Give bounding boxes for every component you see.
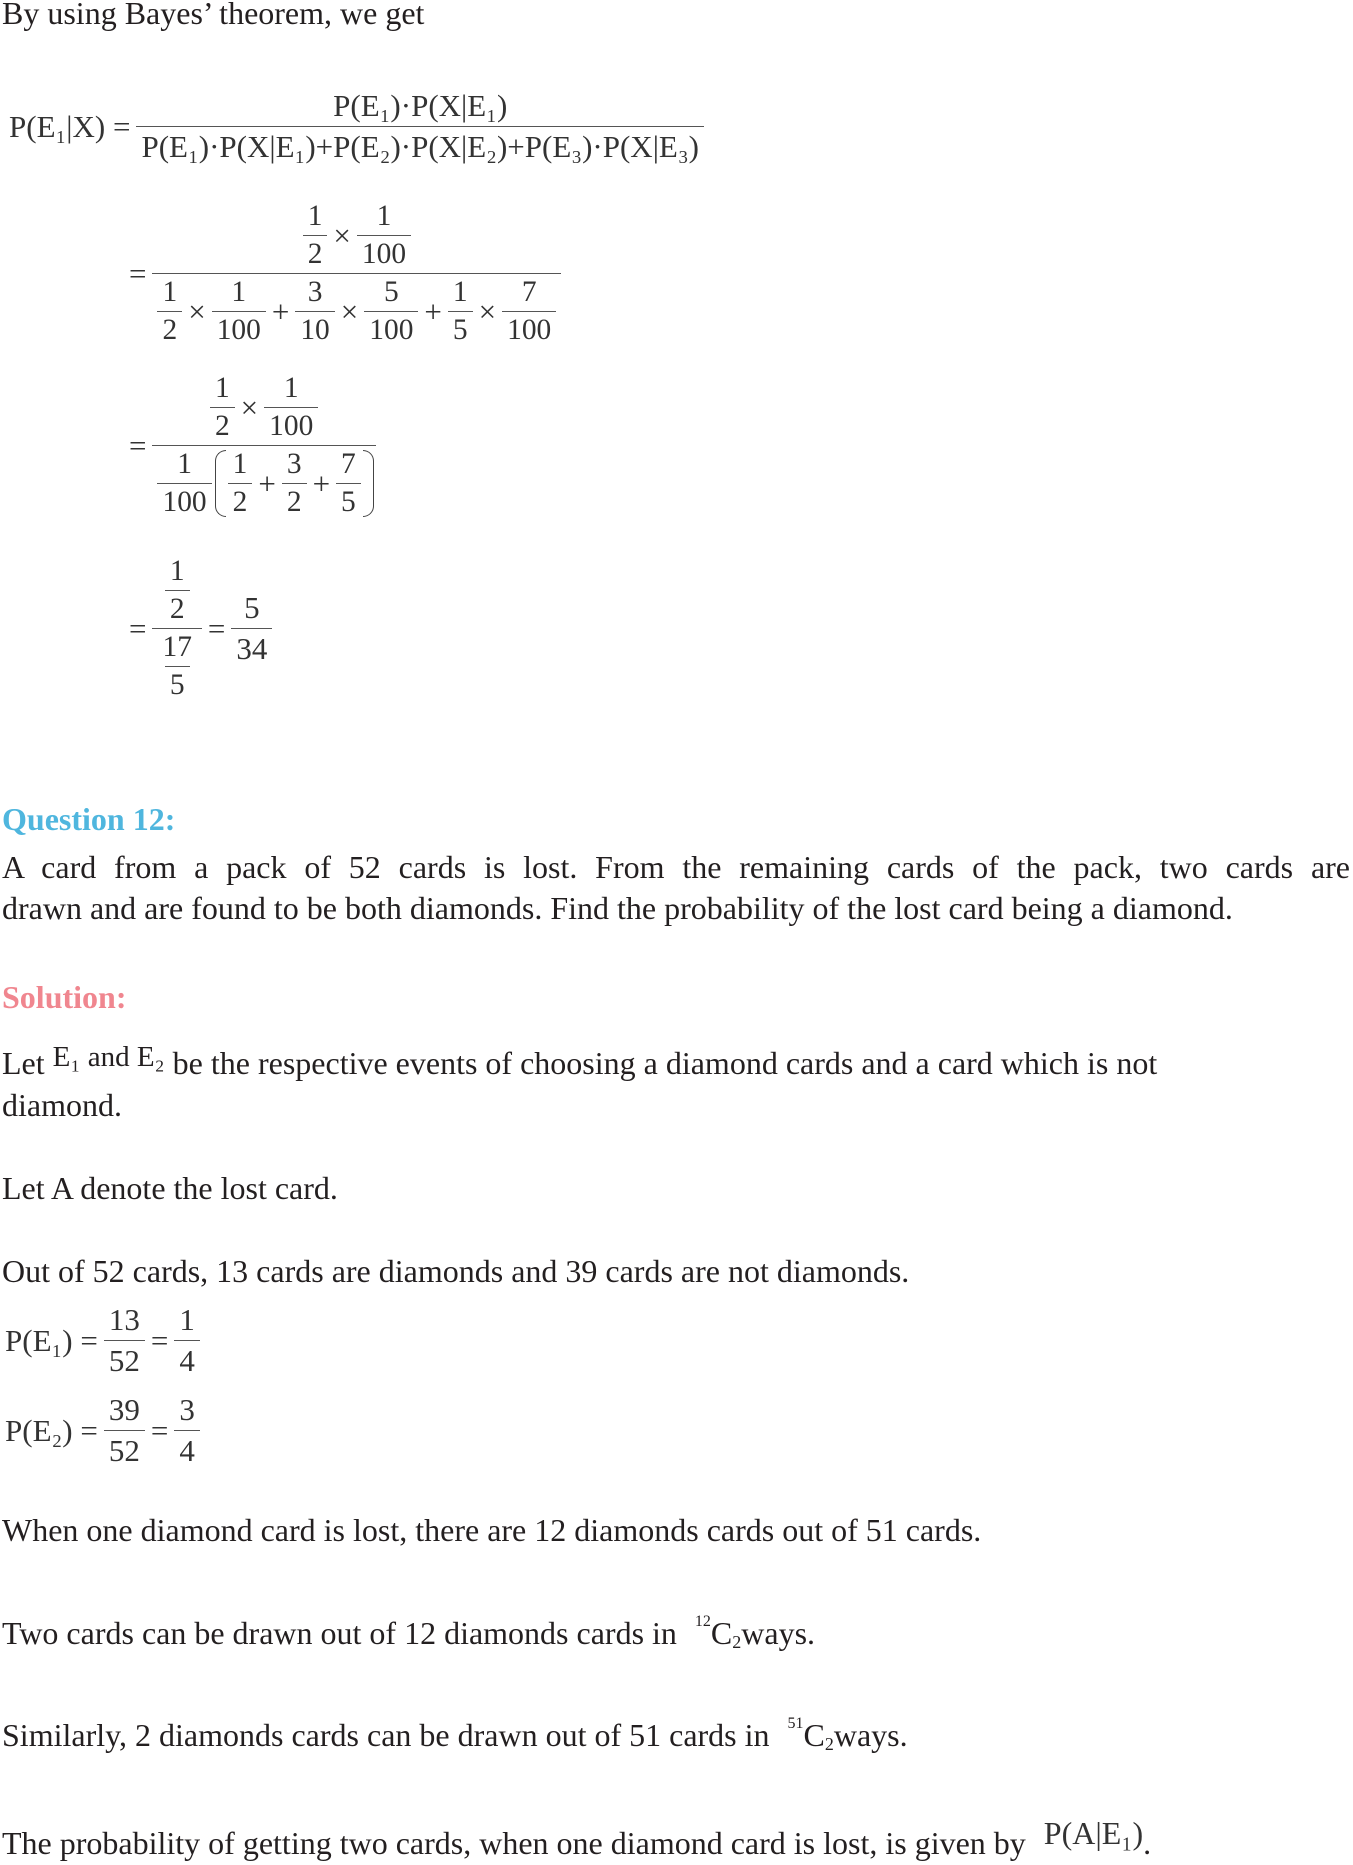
denominator [364,311,418,347]
math-token: + [271,293,290,329]
numerator [303,276,328,311]
numerator [226,276,251,311]
math-token: 2 [169,593,185,625]
combination-subscript: 2 [824,1734,834,1754]
math-token: 13 [108,1302,140,1337]
denominator [282,483,307,519]
fraction [210,372,235,443]
fraction [104,1302,145,1379]
fraction [157,448,211,519]
denominator [136,126,704,165]
fraction [364,276,418,347]
fraction [165,555,190,626]
denominator [152,628,201,702]
math-token: 2 [214,410,230,442]
fraction [264,372,318,443]
let-a-line: Let A denote the lost card. [2,1170,338,1206]
denominator [336,483,361,519]
equation-step-2 [126,372,379,519]
denominator [165,666,190,702]
math-token: = [129,255,147,291]
numerator [379,276,404,311]
out-of-line: Out of 52 cards, 13 cards are diamonds and 39 cards are not diamonds. [2,1253,910,1289]
math-token: 1 [283,372,299,404]
fraction [448,276,473,347]
numerator [279,372,304,407]
math-token: 1 [162,276,178,308]
math-token: × [333,217,351,253]
denominator [212,311,266,347]
math-token: P(E₂) = [5,1412,98,1448]
numerator [282,448,307,483]
math-token: 3 [286,448,302,480]
math-token: × [340,293,359,329]
probability-line [2,1815,1152,1862]
math-token: = [207,610,226,646]
equation-pe2 [2,1392,203,1469]
denominator [502,311,556,347]
denominator [152,445,375,519]
question-line-1: A card from a pack of 52 cards is lost. From the remaining cards of the pack, two cards are [2,849,1350,885]
two-cards-text: Two cards can be drawn out of 12 diamonds cards in [2,1615,677,1651]
math-token: + [258,465,276,501]
fraction [157,631,196,702]
numerator [157,631,196,666]
math-token: 3 [179,1392,195,1427]
math-token: 1 [169,555,185,587]
fraction [303,200,328,271]
denominator [295,311,334,347]
equation-step-1 [126,200,564,347]
math-token: 100 [162,486,207,518]
combination-symbol: C [710,1615,733,1651]
math-token: = [150,1322,169,1358]
let-prefix: Let [2,1045,45,1081]
numerator [174,1392,200,1430]
math-token: 7 [341,448,356,480]
math-token: P(E₁)·P(X|E₁) [333,88,508,123]
math-token: 7 [521,276,537,308]
math-token: 100 [361,238,407,270]
when-lost-line: When one diamond card is lost, there are 12 diamonds cards out of 51 cards. [2,1512,982,1548]
math-token: 1 [177,448,192,480]
math-token: 100 [269,410,314,442]
math-token: × [188,293,206,329]
probability-expression: P(A|E₁) [1043,1815,1144,1851]
denominator [165,590,190,626]
math-token: 10 [300,314,330,346]
fraction [231,590,272,667]
math-token: P(E₁|X) = [9,108,131,144]
fraction [157,276,182,347]
fraction [136,88,704,165]
fraction [228,448,253,519]
fraction [502,276,556,347]
numerator [239,590,265,628]
combination-symbol: C [803,1717,825,1753]
parenthesized-group [215,448,374,519]
math-token: = [129,610,147,646]
probability-end: . [1143,1825,1152,1861]
numerator [205,372,323,445]
two-cards-after: ways. [741,1615,816,1651]
fraction [336,448,361,519]
denominator [157,483,211,519]
fraction [152,555,201,702]
fraction [295,276,334,347]
denominator [104,1430,145,1469]
two-cards-line [2,1612,815,1654]
math-token: 5 [169,669,185,701]
math-token: 1 [232,448,248,480]
combination-superscript: 12 [694,1613,711,1630]
numerator [372,200,397,235]
math-token: × [478,293,497,329]
math-token: 1 [376,200,392,232]
numerator [328,88,512,126]
math-token: 1 [179,1302,195,1337]
math-token: 1 [452,276,468,308]
math-token: = [150,1412,169,1448]
denominator [174,1430,200,1469]
equation-pe1 [2,1302,203,1379]
numerator [298,200,416,273]
events-symbols: E₁ and E₂ [52,1041,165,1073]
math-token: 52 [108,1343,140,1378]
math-token: 1 [307,200,323,232]
similarly-after: ways. [833,1717,908,1753]
math-token: 2 [162,314,178,346]
numerator [228,448,253,483]
numerator [517,276,542,311]
denominator [264,407,318,443]
solution-heading: Solution: [2,979,127,1015]
denominator [231,628,272,667]
numerator [174,1302,200,1340]
fraction [357,200,411,271]
math-token: 2 [307,238,323,270]
math-token: 1 [231,276,247,308]
denominator [448,311,473,347]
math-token: 5 [341,486,356,518]
math-token: × [240,389,259,425]
intro-text: By using Bayes’ theorem, we get [2,0,425,31]
question-heading: Question 12: [2,801,176,837]
math-token: + [424,293,442,329]
equation-step-3 [126,555,275,702]
fraction [174,1392,200,1469]
math-token: 17 [162,631,192,663]
fraction [212,276,266,347]
math-token: P(E₁) = [5,1322,98,1358]
combination-subscript: 2 [732,1632,742,1652]
math-token: 5 [244,590,260,625]
numerator [104,1392,145,1430]
combination-superscript: 51 [787,1715,804,1732]
denominator [174,1340,200,1379]
math-token: 2 [286,486,302,518]
math-token: 3 [307,276,323,308]
numerator [303,200,328,235]
probability-text: The probability of getting two cards, when one diamond card is lost, is given by [2,1825,1026,1861]
numerator [157,276,182,311]
math-token: 5 [452,314,468,346]
let-rest: be the respective events of choosing a diamond cards and a card which is not [172,1045,1158,1081]
math-token: P(E₁)·P(X|E₁)+P(E₂)·P(X|E₂)+P(E₃)·P(X|E₃) [141,129,699,164]
math-token: 52 [108,1433,140,1468]
fraction [174,1302,200,1379]
math-token: 34 [236,631,268,666]
fraction [282,448,307,519]
numerator [160,555,195,628]
numerator [165,555,190,590]
math-token: 1 [214,372,230,404]
denominator [157,311,182,347]
math-token: 2 [232,486,248,518]
fraction [152,200,561,347]
numerator [336,448,361,483]
let-events-line-2: diamond. [2,1087,122,1123]
similarly-line [2,1714,908,1756]
fraction [152,372,375,519]
denominator [228,483,253,519]
math-token: 100 [216,314,261,346]
fraction [104,1392,145,1469]
equation-bayes [6,88,707,165]
denominator [303,235,328,271]
denominator [104,1340,145,1379]
math-token: 4 [179,1433,195,1468]
denominator [357,235,411,271]
denominator [210,407,235,443]
question-line-2: drawn and are found to be both diamonds. Find the probability of the lost card being a diamond. [2,890,1233,926]
numerator [210,372,235,407]
numerator [448,276,473,311]
math-token: 100 [507,314,552,346]
similarly-text: Similarly, 2 diamonds cards can be drawn out of 51 cards in [2,1717,770,1753]
math-token: = [129,427,147,463]
math-token: 4 [179,1343,195,1378]
math-token: 5 [383,276,399,308]
math-token: + [312,465,331,501]
numerator [172,448,197,483]
numerator [104,1302,145,1340]
let-events-line [2,1041,1158,1083]
denominator [152,273,561,347]
math-token: 100 [369,314,414,346]
math-token: 39 [108,1392,140,1427]
